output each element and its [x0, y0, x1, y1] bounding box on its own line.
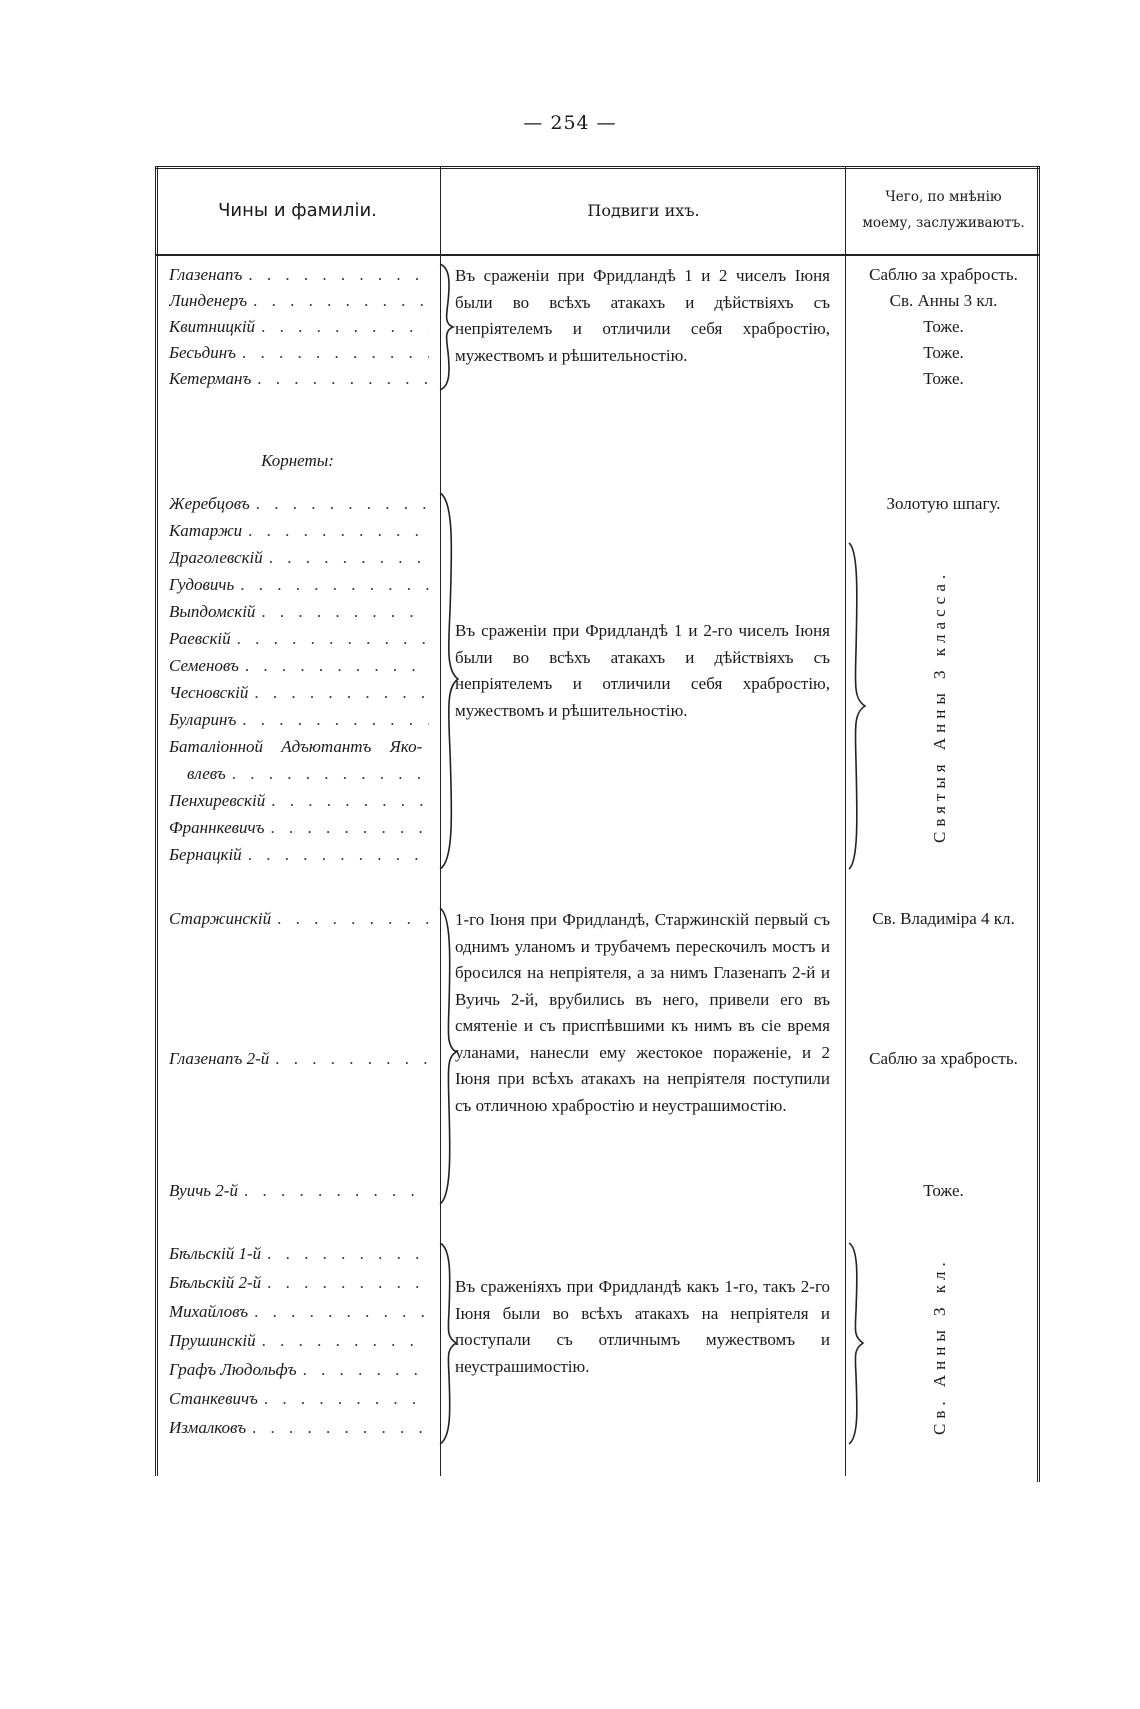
- name-row: [169, 599, 437, 625]
- name-row: [169, 653, 437, 679]
- name: Кетерманъ: [169, 369, 252, 388]
- name: Жеребцовъ: [169, 494, 250, 513]
- header-awards-line-1: Чего, по мнѣнію: [885, 189, 1002, 205]
- name-row: [169, 1299, 437, 1325]
- name: Михайловъ: [169, 1302, 249, 1321]
- name: Линденеръ: [169, 291, 248, 310]
- awards-table: [155, 166, 1040, 1476]
- deed-group-1: Въ сраженіи при Фридландѣ 1 и 2 чиселъ Іюня были во всѣхъ атакахъ и дѣйствіяхъ съ непріятелемъ и отличили себя храбростію, мужествомъ и рѣшительностію.: [455, 266, 830, 365]
- name: Станкевичъ: [169, 1389, 258, 1408]
- name-row: [169, 842, 437, 868]
- name-row: [169, 1328, 437, 1354]
- name: Измалковъ: [169, 1418, 247, 1437]
- name-row: [169, 1241, 437, 1267]
- header-deeds: Подвиги ихъ.: [587, 200, 700, 220]
- name-row: [169, 788, 437, 814]
- name-row: [169, 545, 437, 571]
- name: Вуичь 2-й: [169, 1181, 238, 1200]
- name-row: [169, 1357, 437, 1383]
- award: Св. Анны 3 кл.: [889, 291, 998, 310]
- name: Бѣльскій 2-й: [169, 1273, 262, 1292]
- name-row: [169, 572, 437, 598]
- award-brace-group-2: [845, 541, 869, 871]
- table-left-border: [155, 166, 158, 1476]
- award: Тоже.: [923, 317, 964, 336]
- header-awards-line-2: моему, заслуживаютъ.: [862, 215, 1025, 231]
- name-row: [169, 626, 437, 652]
- deed-group-4: Въ сраженіяхъ при Фридландѣ какъ 1-го, такъ 2-го Іюня были во всѣхъ атакахъ на непріятеля и поступали съ отличнымъ мужествомъ и неустрашимостію.: [455, 1277, 830, 1376]
- name-row: [169, 1415, 437, 1441]
- name: Глазенапъ: [169, 265, 243, 284]
- name: Пенхиревскій: [169, 791, 266, 810]
- name: Драголевскій: [169, 548, 263, 567]
- name-row: [169, 1386, 437, 1412]
- name-row: [169, 288, 437, 314]
- name-row: [169, 262, 437, 288]
- name-row: [169, 815, 437, 841]
- award: Тоже.: [923, 1181, 964, 1200]
- name-row: [169, 707, 437, 733]
- name: Франнкевичъ: [169, 818, 265, 837]
- name: влевъ: [187, 764, 226, 783]
- name: Чесновскій: [169, 683, 249, 702]
- name-row: [169, 340, 437, 366]
- name-row: [169, 1178, 437, 1204]
- name: Семеновъ: [169, 656, 239, 675]
- name: Прушинскій: [169, 1331, 256, 1350]
- deed-group-3: 1-го Іюня при Фридландѣ, Старжинскій первый съ однимъ уланомъ и трубачемъ перескочилъ мостъ и бросился на непріятеля, а за нимъ Глазенапъ 2-й и Вуичь 2-й, врубились въ него, привели его въ смятеніе и съ приспѣвшими къ нимъ въ сіе время уланами, нанесли ему жестокое пораженіе, и 2 Іюня при всѣхъ атакахъ на непріятеля поступили съ отличною храбростію и неустрашимостію.: [455, 910, 830, 1115]
- name: Булаpинъ: [169, 710, 237, 729]
- name-row: [169, 680, 437, 706]
- award-vertical-group-4: Св. Анны 3 кл.: [930, 1257, 949, 1435]
- name: Бесьдинъ: [169, 343, 236, 362]
- deed-group-2: Въ сраженіи при Фридландѣ 1 и 2-го чиселъ Іюня были во всѣхъ атакахъ и дѣйствіяхъ съ непріятелемъ и отличили себя храбростію, мужествомъ и рѣшительностію.: [455, 621, 830, 720]
- award-vertical-group-2: Святыя Анны 3 класса.: [930, 569, 949, 843]
- award: Св. Владиміра 4 кл.: [872, 909, 1015, 928]
- award: Золотую шпагу.: [886, 494, 1001, 513]
- name: Глазенапъ 2-й: [169, 1049, 270, 1068]
- name-row: [169, 314, 437, 340]
- name-row: [169, 906, 437, 932]
- award: Тоже.: [923, 369, 964, 388]
- award: Саблю за храбрость.: [869, 265, 1018, 284]
- name: Старжинскій: [169, 909, 272, 928]
- subhead-cornets: Корнеты:: [261, 451, 334, 470]
- award-brace-group-4: [845, 1241, 867, 1446]
- award: Саблю за храбрость.: [869, 1049, 1018, 1068]
- award: Тоже.: [923, 343, 964, 362]
- name: Катаржи: [169, 521, 243, 540]
- name-row: [169, 1270, 437, 1296]
- name: Раевскій: [169, 629, 231, 648]
- page-number: — 254 —: [523, 112, 617, 134]
- name: Гудовичь: [169, 575, 235, 594]
- name: Бернацкій: [169, 845, 242, 864]
- name: Бѣльскій 1-й: [169, 1244, 262, 1263]
- name-row: [169, 734, 437, 760]
- header-names: Чины и фамиліи.: [218, 199, 377, 221]
- name: Выпдомскій: [169, 602, 256, 621]
- name-row: [169, 761, 437, 787]
- name: Графъ Людольфъ: [169, 1360, 297, 1379]
- name-row: [169, 366, 437, 392]
- name: Баталіонной Адъютантъ Яко-: [169, 737, 423, 756]
- name-row: [169, 518, 437, 544]
- header-rule: [155, 254, 1040, 256]
- name: Квитницкій: [169, 317, 256, 336]
- name-row: [169, 491, 437, 517]
- name-row: [169, 1046, 437, 1072]
- header-awards: [847, 166, 1040, 254]
